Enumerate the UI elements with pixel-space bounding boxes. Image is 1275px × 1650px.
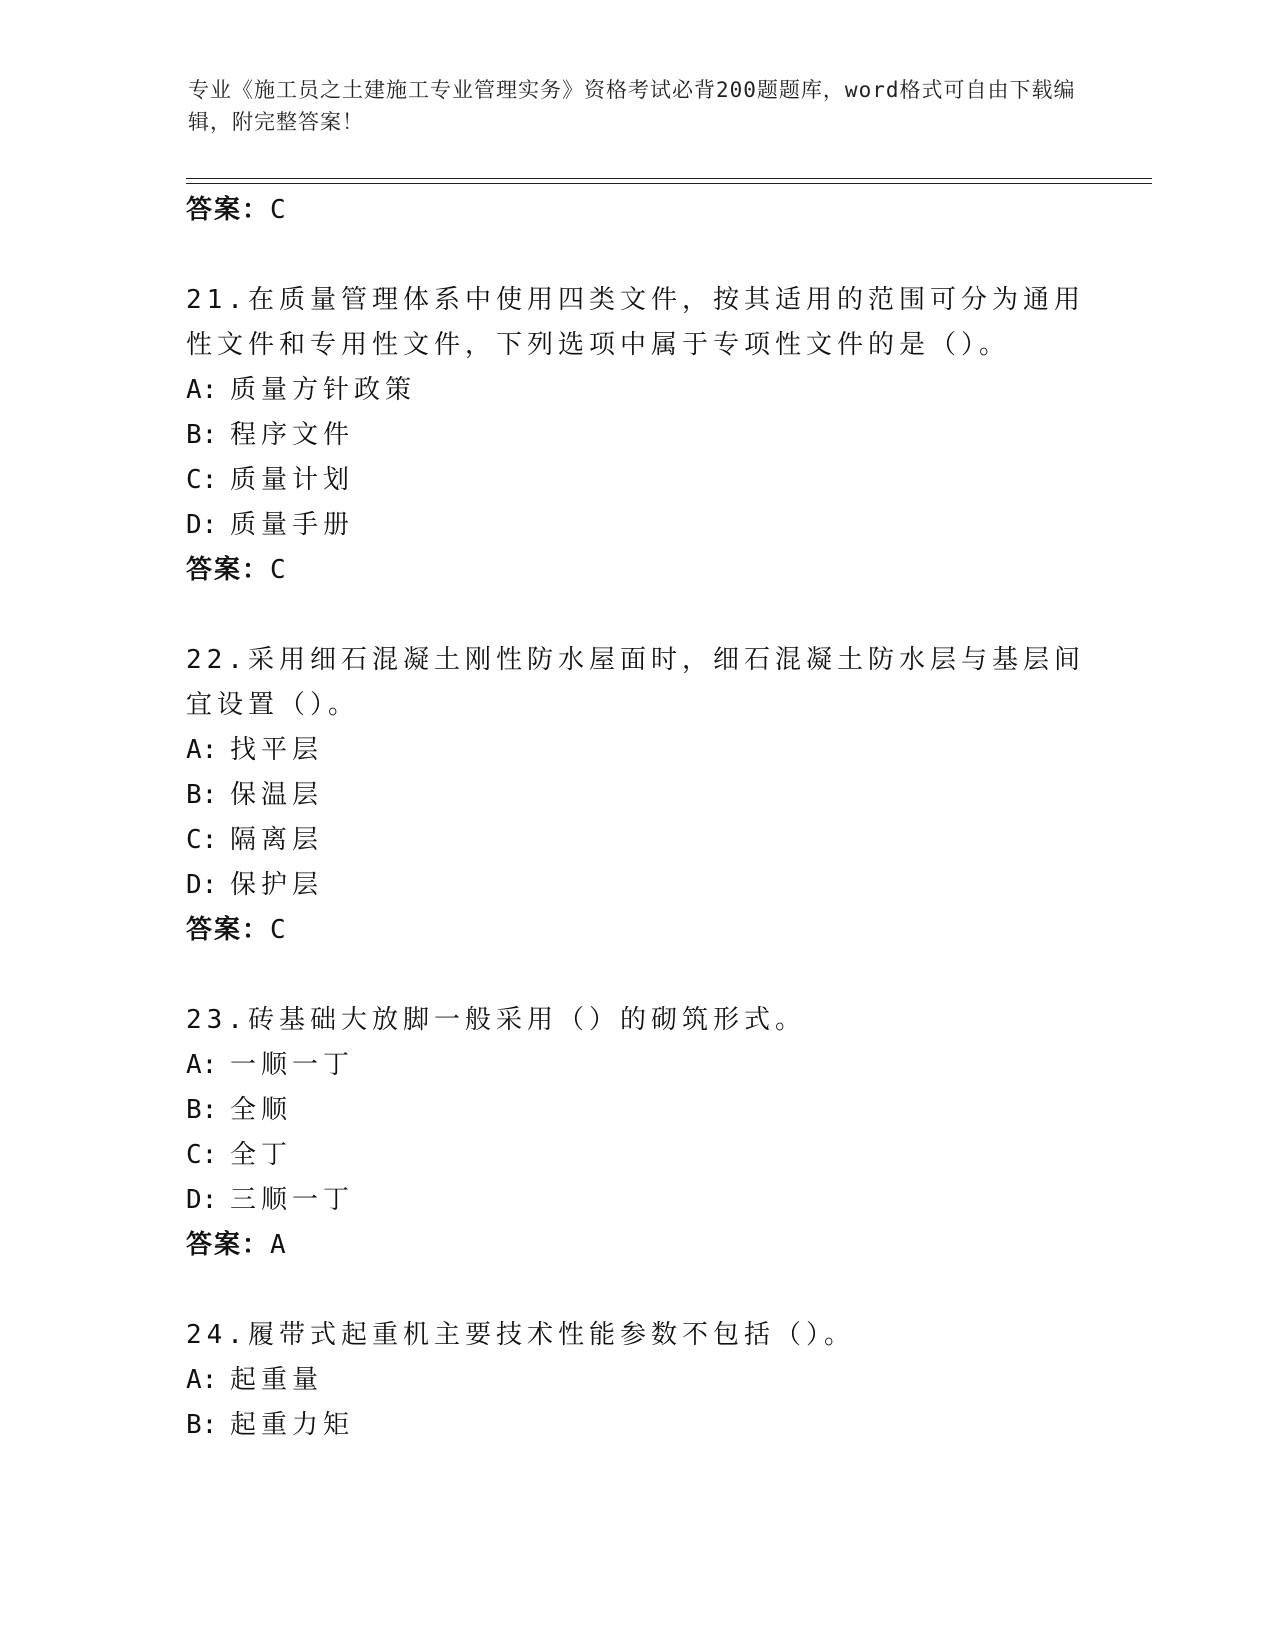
answer-line [186, 1223, 1086, 1267]
option-c [186, 818, 1086, 863]
question-number: 21. [186, 285, 248, 315]
question-22 [186, 638, 1086, 952]
answer-label: 答案： [186, 915, 271, 945]
document-header: 专业《施工员之土建施工专业管理实务》资格考试必背200题题库，word格式可自由下载编辑，附完整答案！ [188, 78, 1076, 134]
option-key: C: [186, 1140, 218, 1170]
option-text: 程序文件 [230, 420, 355, 450]
option-a [186, 1043, 1086, 1088]
option-text: 全丁 [230, 1140, 293, 1170]
header-divider-bottom [186, 183, 1152, 184]
answer-value: A [270, 1230, 288, 1260]
question-text [186, 278, 1086, 368]
option-text: 一顺一丁 [230, 1050, 355, 1080]
option-b [186, 773, 1086, 818]
option-b [186, 1088, 1086, 1133]
option-key: B: [186, 1095, 218, 1125]
option-text: 全顺 [230, 1095, 293, 1125]
question-23 [186, 998, 1086, 1267]
option-text: 起重量 [230, 1365, 324, 1395]
question-text [186, 1313, 1086, 1358]
answer-label: 答案： [186, 195, 271, 225]
option-d [186, 1178, 1086, 1223]
option-text: 保温层 [230, 780, 324, 810]
option-text: 找平层 [230, 735, 324, 765]
option-text: 质量手册 [230, 510, 355, 540]
answer-value: C [270, 195, 288, 225]
question-text [186, 638, 1086, 728]
answer-line [186, 548, 1086, 592]
answer-value: C [270, 915, 288, 945]
option-key: C: [186, 465, 218, 495]
question-number: 23. [186, 1005, 248, 1035]
option-key: B: [186, 420, 218, 450]
answer-label: 答案： [186, 1230, 271, 1260]
option-c [186, 458, 1086, 503]
question-number: 24. [186, 1320, 248, 1350]
option-a [186, 368, 1086, 413]
answer-value: C [270, 555, 288, 585]
option-d [186, 503, 1086, 548]
option-a [186, 728, 1086, 773]
question-list [186, 188, 1086, 1448]
option-text: 质量方针政策 [230, 375, 417, 405]
option-text: 保护层 [230, 870, 324, 900]
option-key: B: [186, 780, 218, 810]
question-21 [186, 278, 1086, 592]
answer-label: 答案： [186, 555, 271, 585]
option-text: 隔离层 [230, 825, 324, 855]
header-divider-top [186, 178, 1152, 179]
option-key: D: [186, 870, 218, 900]
option-text: 质量计划 [230, 465, 355, 495]
answer-line [186, 188, 1086, 232]
question-number: 22. [186, 645, 248, 675]
question-stem: 采用细石混凝土刚性防水屋面时，细石混凝土防水层与基层间宜设置（）。 [186, 645, 1085, 720]
option-key: C: [186, 825, 218, 855]
option-key: A: [186, 375, 218, 405]
option-key: A: [186, 735, 218, 765]
option-key: A: [186, 1365, 218, 1395]
question-stem: 在质量管理体系中使用四类文件，按其适用的范围可分为通用性文件和专用性文件，下列选项中属于专项性文件的是（）。 [186, 285, 1085, 360]
option-a [186, 1358, 1086, 1403]
option-c [186, 1133, 1086, 1178]
option-key: A: [186, 1050, 218, 1080]
option-b [186, 1403, 1086, 1448]
question-stem: 履带式起重机主要技术性能参数不包括（）。 [247, 1320, 855, 1350]
option-d [186, 863, 1086, 908]
question-24 [186, 1313, 1086, 1448]
question-stem: 砖基础大放脚一般采用（）的砌筑形式。 [247, 1005, 806, 1035]
option-text: 三顺一丁 [230, 1185, 355, 1215]
option-b [186, 413, 1086, 458]
option-key: D: [186, 510, 218, 540]
option-key: D: [186, 1185, 218, 1215]
question-text [186, 998, 1086, 1043]
option-key: B: [186, 1410, 218, 1440]
answer-line [186, 908, 1086, 952]
option-text: 起重力矩 [230, 1410, 355, 1440]
